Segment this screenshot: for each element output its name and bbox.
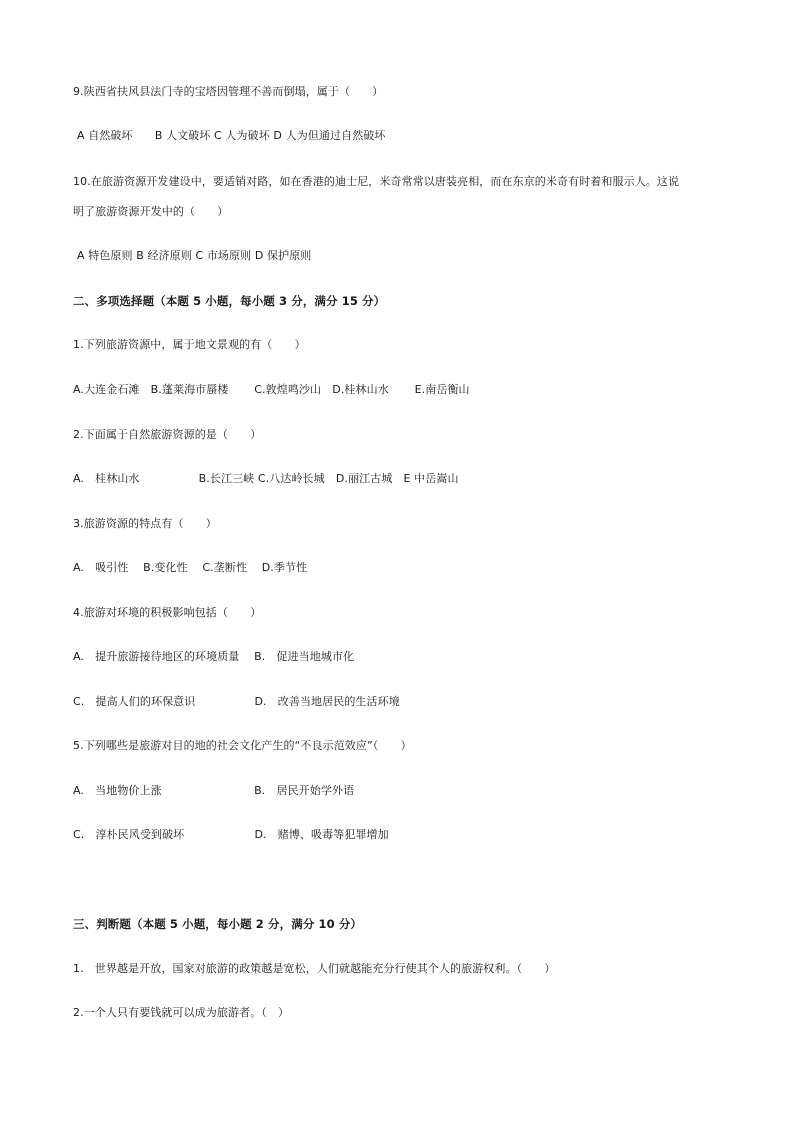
s2-q5-question: 5.下列哪些是旅游对目的地的社会文化产生的“不良示范效应”（ ） — [73, 739, 412, 752]
s2-q2-question: 2.下面属于自然旅游资源的是（ ） — [73, 428, 262, 441]
q9-question: 9.陕西省扶风县法门寺的宝塔因管理不善而倒塌，属于（ ） — [73, 85, 384, 98]
s3-q1: 1. 世界越是开放，国家对旅游的政策越是宽松，人们就越能充分行使其个人的旅游权利。（ ） — [73, 962, 556, 975]
s2-q4-options-row2: C. 提高人们的环保意识 D. 改善当地居民的生活环境 — [73, 695, 400, 708]
s2-q4-options-row1: A. 提升旅游接待地区的环境质量 B. 促进当地城市化 — [73, 650, 355, 663]
s2-q1-question: 1.下列旅游资源中，属于地文景观的有（ ） — [73, 338, 306, 351]
q9-options: A 自然破坏 B 人文破坏 C 人为破坏 D 人为但通过自然破坏 — [77, 129, 386, 142]
s2-q5-options-row1: A. 当地物价上涨 B. 居民开始学外语 — [73, 784, 355, 797]
s2-q2-options: A. 桂林山水 B.长江三峡 C.八达岭长城 D.丽江古城 E 中岳嵩山 — [73, 472, 459, 485]
q10-question-line1: 10.在旅游资源开发建设中，要适销对路，如在香港的迪士尼，米奇常常以唐装亮相，而在东京的米奇有时着和服示人。这说 — [73, 175, 680, 188]
s2-q5-options-row2: C. 淳朴民风受到破坏 D. 赌博、吸毒等犯罪增加 — [73, 828, 389, 841]
q10-options: A 特色原则 B 经济原则 C 市场原则 D 保护原则 — [77, 249, 312, 262]
s2-q1-options: A.大连金石滩 B.蓬莱海市蜃楼 C.敦煌鸣沙山 D.桂林山水 E.南岳衡山 — [73, 383, 470, 396]
s2-q4-question: 4.旅游对环境的积极影响包括（ ） — [73, 606, 262, 619]
section3-heading: 三、判断题（本题 5 小题，每小题 2 分，满分 10 分） — [73, 917, 363, 931]
section2-heading: 二、多项选择题（本题 5 小题，每小题 3 分，满分 15 分） — [73, 294, 386, 308]
s3-q2: 2.一个人只有要钱就可以成为旅游者。（ ） — [73, 1006, 290, 1019]
s2-q3-question: 3.旅游资源的特点有（ ） — [73, 517, 217, 530]
s2-q3-options: A. 吸引性 B.变化性 C.垄断性 D.季节性 — [73, 561, 308, 574]
q10-question-line2: 明了旅游资源开发中的（ ） — [73, 205, 229, 218]
